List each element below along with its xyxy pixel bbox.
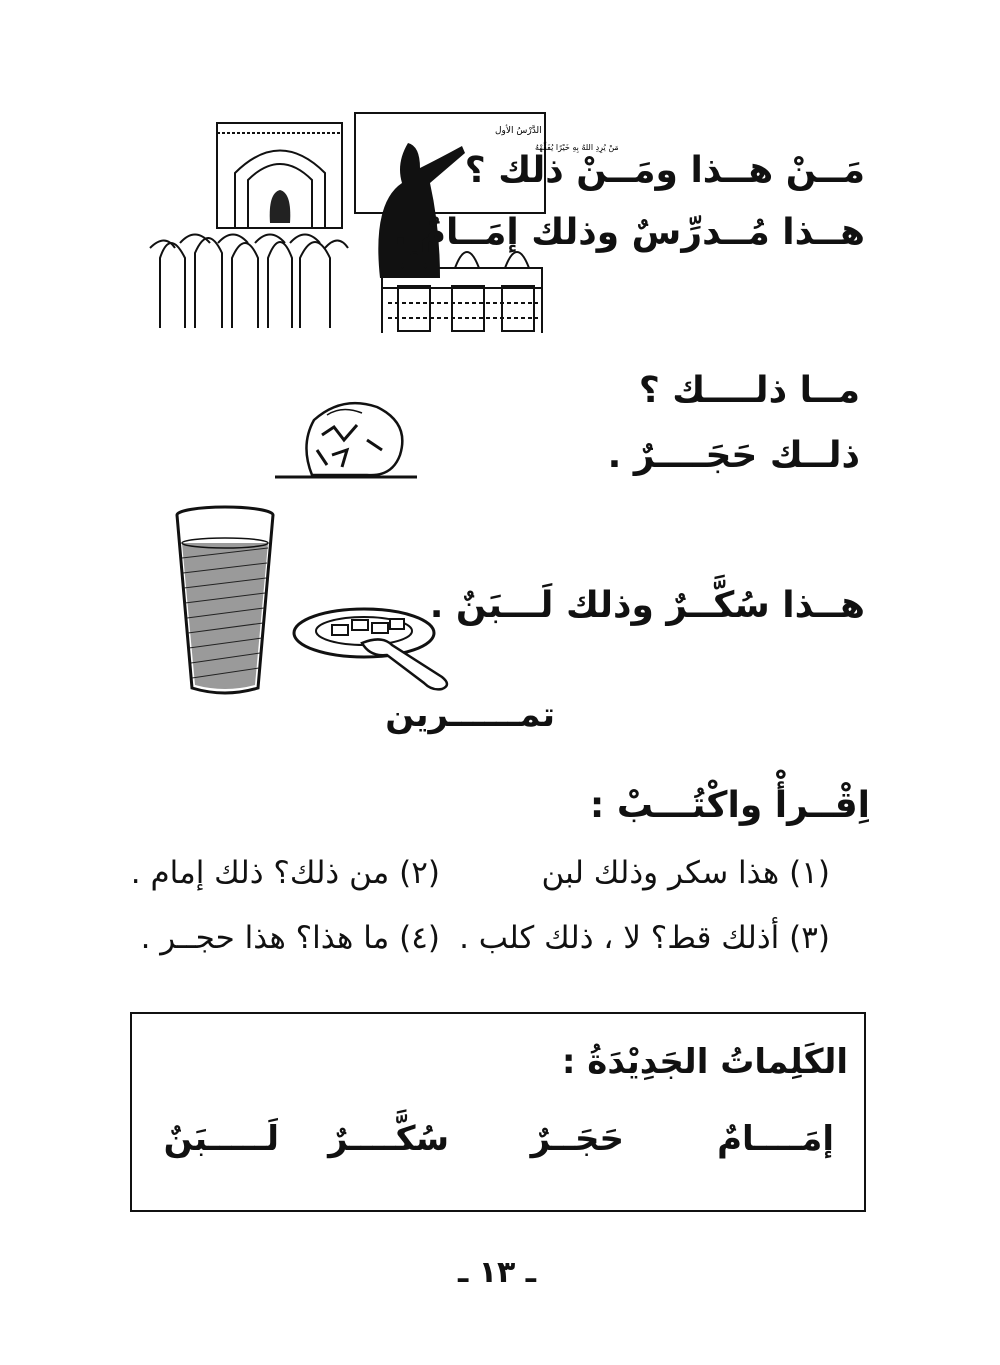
exercise-item-1: (١) هذا سكر وذلك لبن bbox=[541, 855, 830, 891]
exercise-item-2: (٢) من ذلك؟ ذلك إمام . bbox=[130, 855, 440, 891]
new-word-3: سُكَّــــرٌ bbox=[328, 1119, 449, 1159]
exercise-item-3: (٣) أذلك قط؟ لا ، ذلك كلب . bbox=[459, 920, 830, 956]
stone-illustration bbox=[272, 395, 422, 485]
new-word-1: إمَــــامٌ bbox=[717, 1119, 834, 1159]
exercise-item-4: (٤) ما هذا؟ هذا حجــر . bbox=[140, 920, 440, 956]
board-text: مَنْ يُرِدِ اللهُ بِهِ خَيْرًا يُفَقِّهْهُ bbox=[535, 143, 619, 152]
sugar-milk-sentence: هــذا سُكَّــرٌ وذلك لَـــبَنٌ . bbox=[429, 585, 865, 626]
new-words-title: الكَلِماتُ الجَدِيْدَةُ : bbox=[561, 1042, 848, 1082]
teacher-question: مَــنْ هــذا ومَــنْ ذلك ؟ bbox=[464, 150, 865, 191]
new-word-4: لَـــــبَنٌ bbox=[163, 1119, 279, 1159]
new-word-2: حَجَــرٌ bbox=[530, 1119, 624, 1159]
milk-glass-illustration bbox=[170, 503, 280, 698]
stone-question: مــا ذلــــك ؟ bbox=[638, 370, 860, 411]
exercise-title: تمــــــرين bbox=[385, 695, 555, 735]
stone-answer: ذلــك حَجَــــرٌ . bbox=[607, 435, 860, 476]
exercise-instruction: اِقْــرأْ واكْتُـــبْ : bbox=[589, 785, 870, 826]
teacher-answer: هــذا مُــدرِّسٌ وذلك إمَــامٌ . bbox=[393, 212, 865, 253]
page-number: ـ ١٣ ـ bbox=[458, 1255, 537, 1290]
new-words-box bbox=[130, 1012, 866, 1212]
board-title: الدَّرْسُ الأول bbox=[495, 126, 542, 136]
